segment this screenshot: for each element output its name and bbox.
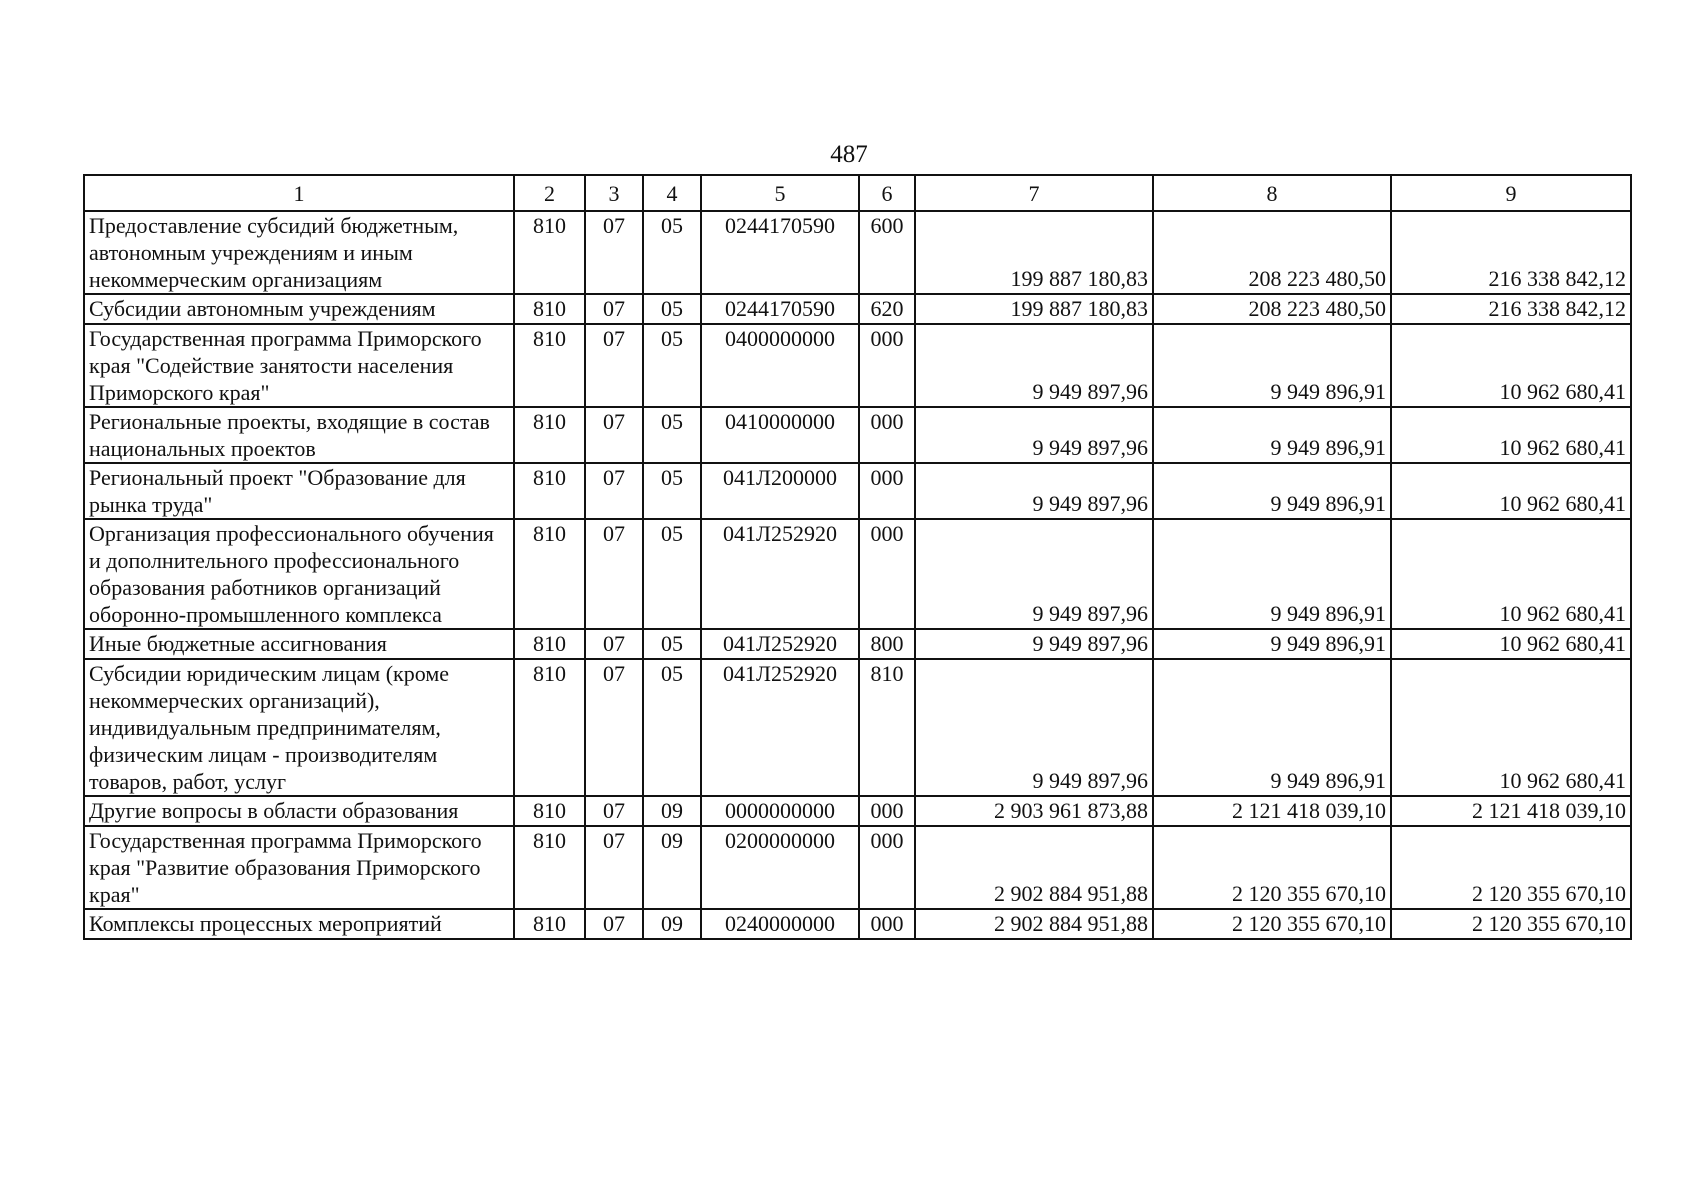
header-cell: 1 bbox=[84, 175, 514, 211]
code-cell-col5: 041Л252920 bbox=[701, 629, 859, 659]
table-row bbox=[84, 294, 1631, 324]
code-cell-col6: 000 bbox=[859, 463, 915, 519]
code-cell-col2: 810 bbox=[514, 629, 585, 659]
code-cell-col3: 07 bbox=[585, 909, 643, 939]
row-name-cell: Субсидии автономным учреждениям bbox=[84, 294, 514, 324]
table-row bbox=[84, 796, 1631, 826]
code-cell-col5: 0410000000 bbox=[701, 407, 859, 463]
header-cell: 4 bbox=[643, 175, 701, 211]
row-name-cell: Государственная программа Приморского края "Содействие занятости населения Приморского края" bbox=[84, 324, 514, 407]
amount-cell-col7: 199 887 180,83 bbox=[915, 211, 1153, 294]
code-cell-col4: 05 bbox=[643, 519, 701, 629]
row-name-cell: Комплексы процессных мероприятий bbox=[84, 909, 514, 939]
code-cell-col6: 000 bbox=[859, 407, 915, 463]
amount-cell-col9: 10 962 680,41 bbox=[1391, 659, 1631, 796]
row-name-cell: Иные бюджетные ассигнования bbox=[84, 629, 514, 659]
table-row bbox=[84, 629, 1631, 659]
amount-cell-col8: 2 120 355 670,10 bbox=[1153, 909, 1391, 939]
table-row bbox=[84, 463, 1631, 519]
amount-cell-col9: 2 120 355 670,10 bbox=[1391, 909, 1631, 939]
amount-cell-col9: 10 962 680,41 bbox=[1391, 324, 1631, 407]
row-name-cell: Предоставление субсидий бюджетным, автономным учреждениям и иным некоммерческим организациям bbox=[84, 211, 514, 294]
code-cell-col6: 000 bbox=[859, 324, 915, 407]
code-cell-col4: 05 bbox=[643, 211, 701, 294]
code-cell-col5: 041Л200000 bbox=[701, 463, 859, 519]
row-name-cell: Организация профессионального обучения и дополнительного профессионального образования работников организаций оборонно-промышленного комплекса bbox=[84, 519, 514, 629]
code-cell-col6: 620 bbox=[859, 294, 915, 324]
amount-cell-col7: 9 949 897,96 bbox=[915, 407, 1153, 463]
code-cell-col2: 810 bbox=[514, 519, 585, 629]
code-cell-col6: 000 bbox=[859, 519, 915, 629]
code-cell-col2: 810 bbox=[514, 211, 585, 294]
code-cell-col4: 09 bbox=[643, 796, 701, 826]
table-row bbox=[84, 909, 1631, 939]
code-cell-col2: 810 bbox=[514, 407, 585, 463]
code-cell-col6: 810 bbox=[859, 659, 915, 796]
amount-cell-col7: 9 949 897,96 bbox=[915, 659, 1153, 796]
amount-cell-col9: 216 338 842,12 bbox=[1391, 211, 1631, 294]
amount-cell-col7: 9 949 897,96 bbox=[915, 629, 1153, 659]
code-cell-col2: 810 bbox=[514, 826, 585, 909]
code-cell-col5: 0244170590 bbox=[701, 294, 859, 324]
code-cell-col2: 810 bbox=[514, 324, 585, 407]
code-cell-col6: 000 bbox=[859, 796, 915, 826]
code-cell-col2: 810 bbox=[514, 463, 585, 519]
code-cell-col4: 05 bbox=[643, 294, 701, 324]
amount-cell-col9: 2 121 418 039,10 bbox=[1391, 796, 1631, 826]
code-cell-col4: 05 bbox=[643, 463, 701, 519]
row-name-cell: Региональные проекты, входящие в состав национальных проектов bbox=[84, 407, 514, 463]
amount-cell-col8: 9 949 896,91 bbox=[1153, 629, 1391, 659]
code-cell-col6: 600 bbox=[859, 211, 915, 294]
amount-cell-col9: 10 962 680,41 bbox=[1391, 463, 1631, 519]
code-cell-col3: 07 bbox=[585, 629, 643, 659]
table-row bbox=[84, 211, 1631, 294]
table-row bbox=[84, 826, 1631, 909]
amount-cell-col8: 2 121 418 039,10 bbox=[1153, 796, 1391, 826]
amount-cell-col9: 216 338 842,12 bbox=[1391, 294, 1631, 324]
header-cell: 9 bbox=[1391, 175, 1631, 211]
code-cell-col3: 07 bbox=[585, 324, 643, 407]
amount-cell-col7: 2 902 884 951,88 bbox=[915, 909, 1153, 939]
table-row bbox=[84, 324, 1631, 407]
code-cell-col6: 800 bbox=[859, 629, 915, 659]
code-cell-col4: 05 bbox=[643, 407, 701, 463]
code-cell-col3: 07 bbox=[585, 294, 643, 324]
amount-cell-col8: 208 223 480,50 bbox=[1153, 294, 1391, 324]
code-cell-col5: 041Л252920 bbox=[701, 659, 859, 796]
code-cell-col4: 05 bbox=[643, 629, 701, 659]
table-row bbox=[84, 407, 1631, 463]
amount-cell-col8: 9 949 896,91 bbox=[1153, 659, 1391, 796]
code-cell-col3: 07 bbox=[585, 659, 643, 796]
amount-cell-col7: 9 949 897,96 bbox=[915, 463, 1153, 519]
code-cell-col5: 0240000000 bbox=[701, 909, 859, 939]
amount-cell-col7: 199 887 180,83 bbox=[915, 294, 1153, 324]
header-cell: 8 bbox=[1153, 175, 1391, 211]
amount-cell-col8: 2 120 355 670,10 bbox=[1153, 826, 1391, 909]
page-number: 487 bbox=[830, 141, 868, 168]
code-cell-col3: 07 bbox=[585, 211, 643, 294]
code-cell-col4: 05 bbox=[643, 659, 701, 796]
code-cell-col3: 07 bbox=[585, 407, 643, 463]
amount-cell-col8: 9 949 896,91 bbox=[1153, 407, 1391, 463]
header-cell: 2 bbox=[514, 175, 585, 211]
header-cell: 6 bbox=[859, 175, 915, 211]
amount-cell-col7: 2 902 884 951,88 bbox=[915, 826, 1153, 909]
amount-cell-col9: 10 962 680,41 bbox=[1391, 629, 1631, 659]
row-name-cell: Государственная программа Приморского края "Развитие образования Приморского края" bbox=[84, 826, 514, 909]
code-cell-col4: 09 bbox=[643, 826, 701, 909]
code-cell-col6: 000 bbox=[859, 909, 915, 939]
code-cell-col2: 810 bbox=[514, 909, 585, 939]
amount-cell-col7: 9 949 897,96 bbox=[915, 519, 1153, 629]
amount-cell-col8: 9 949 896,91 bbox=[1153, 324, 1391, 407]
row-name-cell: Другие вопросы в области образования bbox=[84, 796, 514, 826]
amount-cell-col7: 2 903 961 873,88 bbox=[915, 796, 1153, 826]
header-cell: 3 bbox=[585, 175, 643, 211]
code-cell-col2: 810 bbox=[514, 294, 585, 324]
amount-cell-col9: 10 962 680,41 bbox=[1391, 407, 1631, 463]
header-cell: 5 bbox=[701, 175, 859, 211]
table-row bbox=[84, 659, 1631, 796]
code-cell-col5: 0000000000 bbox=[701, 796, 859, 826]
code-cell-col3: 07 bbox=[585, 519, 643, 629]
amount-cell-col7: 9 949 897,96 bbox=[915, 324, 1153, 407]
row-name-cell: Региональный проект "Образование для рынка труда" bbox=[84, 463, 514, 519]
code-cell-col6: 000 bbox=[859, 826, 915, 909]
header-cell: 7 bbox=[915, 175, 1153, 211]
table-header-row bbox=[84, 175, 1631, 211]
code-cell-col5: 0400000000 bbox=[701, 324, 859, 407]
code-cell-col3: 07 bbox=[585, 463, 643, 519]
table-row bbox=[84, 519, 1631, 629]
code-cell-col5: 0244170590 bbox=[701, 211, 859, 294]
code-cell-col2: 810 bbox=[514, 659, 585, 796]
code-cell-col4: 09 bbox=[643, 909, 701, 939]
code-cell-col2: 810 bbox=[514, 796, 585, 826]
code-cell-col5: 041Л252920 bbox=[701, 519, 859, 629]
row-name-cell: Субсидии юридическим лицам (кроме некоммерческих организаций), индивидуальным предпринимателям, физическим лицам - производителям товаров, работ, услуг bbox=[84, 659, 514, 796]
code-cell-col3: 07 bbox=[585, 826, 643, 909]
code-cell-col3: 07 bbox=[585, 796, 643, 826]
amount-cell-col8: 9 949 896,91 bbox=[1153, 519, 1391, 629]
code-cell-col5: 0200000000 bbox=[701, 826, 859, 909]
code-cell-col4: 05 bbox=[643, 324, 701, 407]
budget-table bbox=[83, 174, 1632, 940]
amount-cell-col9: 2 120 355 670,10 bbox=[1391, 826, 1631, 909]
amount-cell-col8: 208 223 480,50 bbox=[1153, 211, 1391, 294]
amount-cell-col8: 9 949 896,91 bbox=[1153, 463, 1391, 519]
amount-cell-col9: 10 962 680,41 bbox=[1391, 519, 1631, 629]
